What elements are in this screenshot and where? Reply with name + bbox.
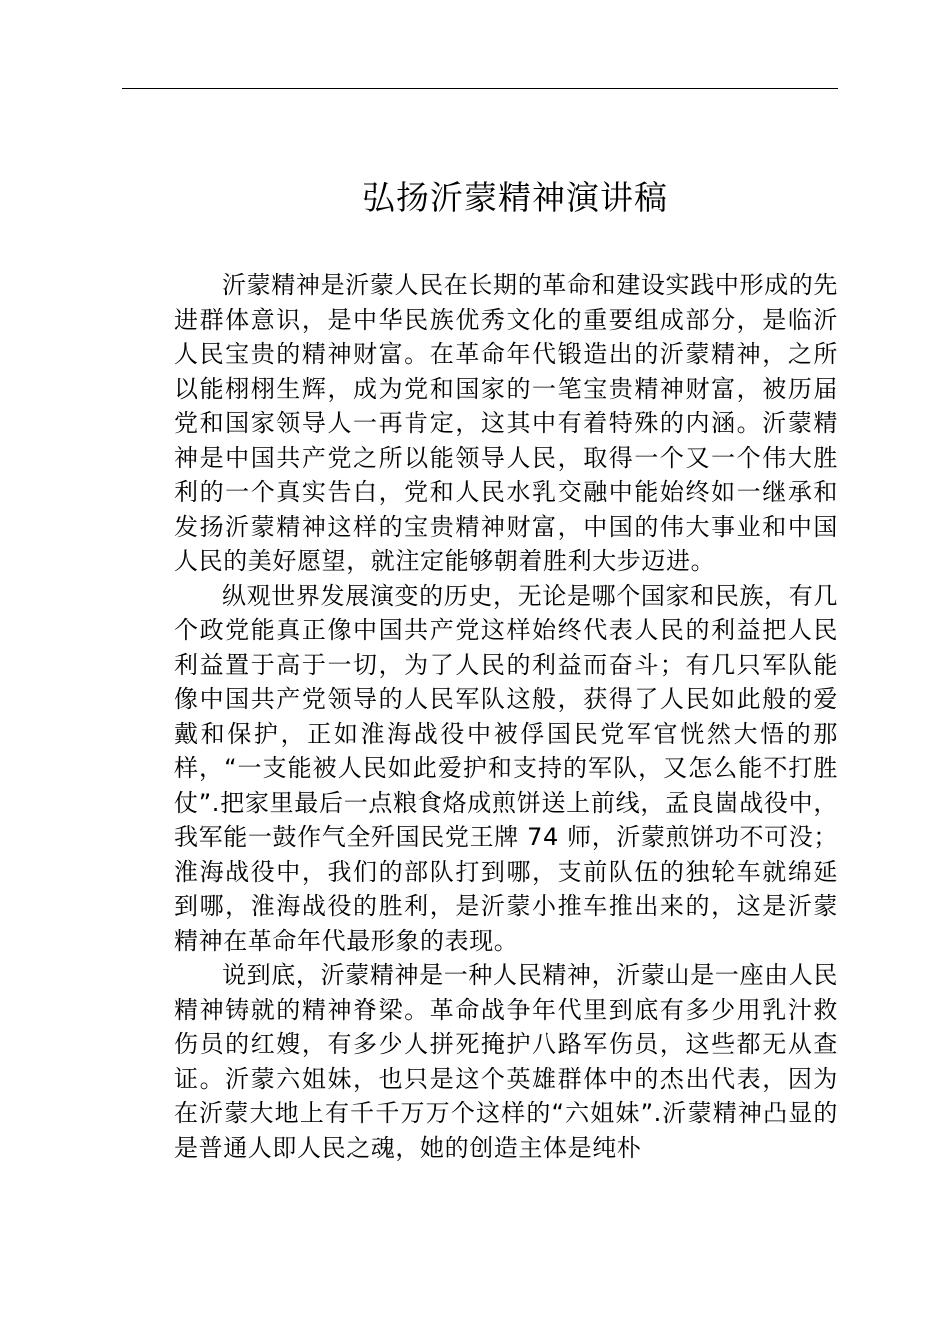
document-body [174, 268, 838, 1165]
paragraph-2: 纵观世界发展演变的历史，无论是哪个国家和民族，有几个政党能真正像中国共产党这样始终代表人民的利益把人民利益置于高于一切，为了人民的利益而奋斗；有几只军队能像中国共产党领导的人民军队这般，获得了人民如此般的爱戴和保护，正如淮海战役中被俘国民党军官恍然大悟的那样，“一支能被人民如此爱护和支持的军队，又怎么能不打胜仗”.把家里最后一点粮食烙成煎饼送上前线，孟良崮战役中，我军能一鼓作气全歼国民党王牌 74 师，沂蒙煎饼功不可没；淮海战役中，我们的部队打到哪，支前队伍的独轮车就绵延到哪，淮海战役的胜利，是沂蒙小推车推出来的，这是沂蒙精神在革命年代最形象的表现。 [174, 581, 838, 955]
document-title: 弘扬沂蒙精神演讲稿 [362, 178, 668, 217]
paragraph-3: 说到底，沂蒙精神是一种人民精神，沂蒙山是一座由人民精神铸就的精神脊梁。革命战争年代里到底有多少用乳汁救伤员的红嫂，有多少人拼死掩护八路军伤员，这些都无从查证。沂蒙六姐妹，也只是这个英雄群体中的杰出代表，因为在沂蒙大地上有千千万万个这样的“六姐妹”.沂蒙精神凸显的是普通人即人民之魂，她的创造主体是纯朴 [174, 961, 838, 1162]
header-rule [122, 88, 838, 89]
paragraph-1: 沂蒙精神是沂蒙人民在长期的革命和建设实践中形成的先进群体意识，是中华民族优秀文化的重要组成部分，是临沂人民宝贵的精神财富。在革命年代锻造出的沂蒙精神，之所以能栩栩生辉，成为党和国家的一笔宝贵精神财富，被历届党和国家领导人一再肯定，这其中有着特殊的内涵。沂蒙精神是中国共产党之所以能领导人民，取得一个又一个伟大胜利的一个真实告白，党和人民水乳交融中能始终如一继承和发扬沂蒙精神这样的宝贵精神财富，中国的伟大事业和中国人民的美好愿望，就注定能够朝着胜利大步迈进。 [174, 271, 838, 575]
